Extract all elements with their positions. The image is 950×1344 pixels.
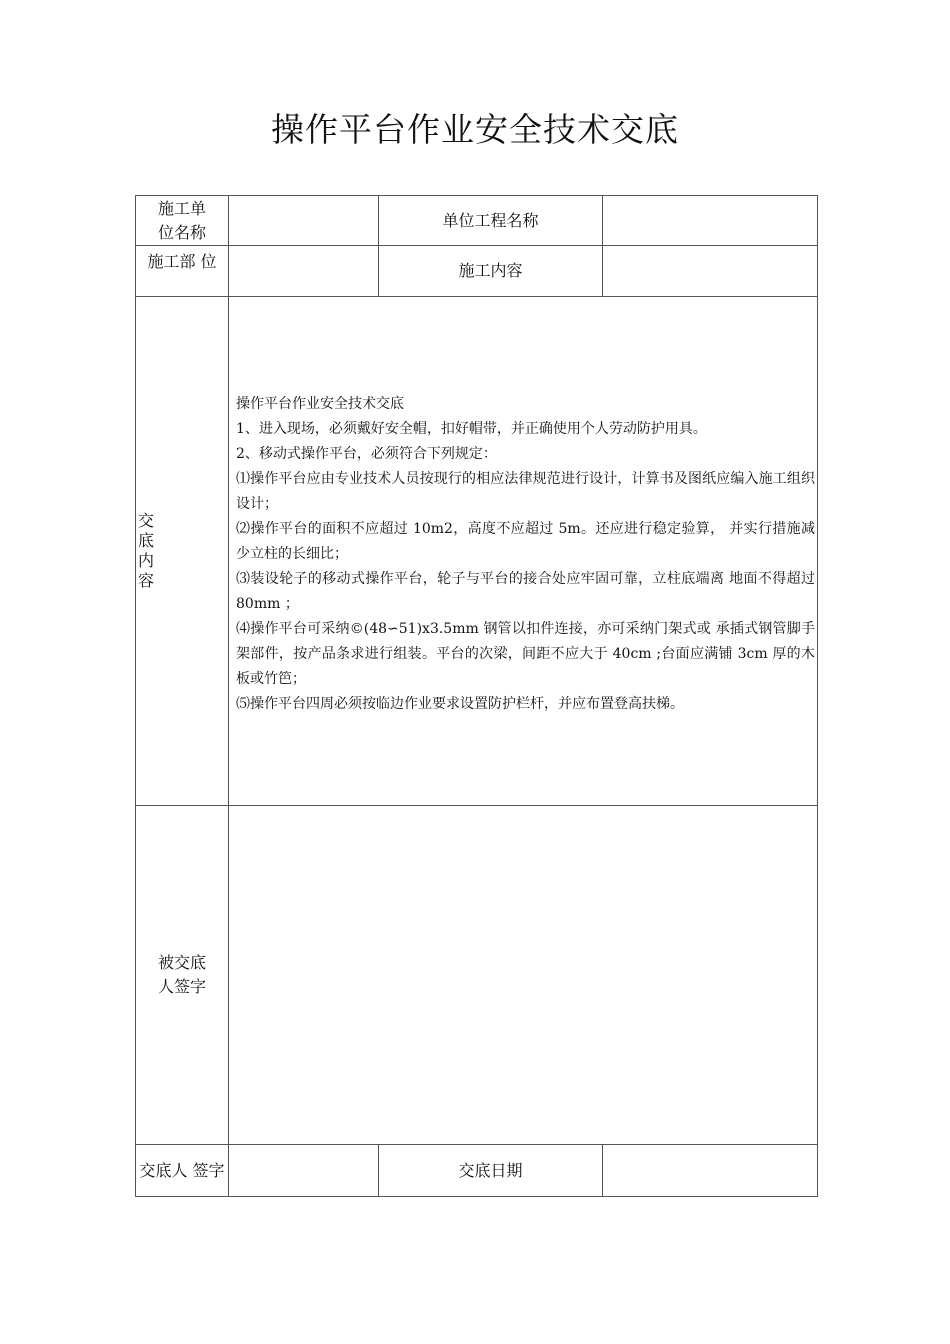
row-disclosure-content [136,297,818,806]
disclosure-content-body [229,297,818,806]
label-construction-part: 施工部 位 [136,246,229,297]
row-construction-unit [136,196,818,246]
field-signee-signature[interactable] [229,806,818,1145]
disclosure-item-1: 1、进入现场，必须戴好安全帽，扣好帽带，并正确使用个人劳动防护用具。 [236,421,707,437]
label-disclosure-date: 交底日期 [379,1145,603,1197]
disclosure-item-5: ⑶装设轮子的移动式操作平台，轮子与平台的接合处应牢固可靠，立柱底端离 地面不得超过 80mm ； [236,571,815,612]
field-construction-unit[interactable] [229,196,379,246]
disclosure-form-table [135,195,818,1197]
disclosure-item-2: 2、移动式操作平台，必须符合下列规定： [236,446,497,462]
label-disclosure-content [136,297,229,806]
label-disclosure-content-text: 交底内容 [138,511,155,590]
disclosure-heading: 操作平台作业安全技术交底 [236,396,404,412]
label-construction-content: 施工内容 [379,246,603,297]
row-signee-signature [136,806,818,1145]
field-disclosure-date[interactable] [603,1145,818,1197]
label-discloser-signature [136,1145,229,1197]
disclosure-item-4: ⑵操作平台的面积不应超过 10m2，高度不应超过 5m。还应进行稳定验算， 并实行措施减少立柱的长细比； [236,521,815,562]
label-construction-unit-text: 施工单位名称 [157,198,206,242]
field-construction-content[interactable] [603,246,818,297]
field-discloser-signature[interactable] [229,1145,379,1197]
label-signee-signature [136,806,229,1145]
disclosure-item-6: ⑷操作平台可采纳©(48∽51)x3.5mm 钢管以扣件连接，亦可采纳门架式或 承插式钢管脚手架部件，按产品条求进行组装。平台的次梁，间距不应大于 40cm ;台面应满铺 3cm 厚的木板或竹笆； [236,621,815,687]
label-discloser-signature-text: 交底人 签字 [139,1160,225,1180]
row-construction-part [136,246,818,297]
disclosure-item-3: ⑴操作平台应由专业技术人员按现行的相应法律规范进行设计，计算书及图纸应编入施工组织设计； [236,471,815,512]
row-discloser-signature [136,1145,818,1197]
field-unit-project-name[interactable] [603,196,818,246]
document-title: 操作平台作业安全技术交底 [271,110,679,149]
field-construction-part[interactable] [229,246,379,297]
label-signee-signature-text: 被交底人签字 [157,953,206,996]
label-construction-unit [136,196,229,246]
disclosure-item-7: ⑸操作平台四周必须按临边作业要求设置防护栏杆，并应布置登高扶梯。 [236,696,684,712]
label-unit-project-name: 单位工程名称 [379,196,603,246]
